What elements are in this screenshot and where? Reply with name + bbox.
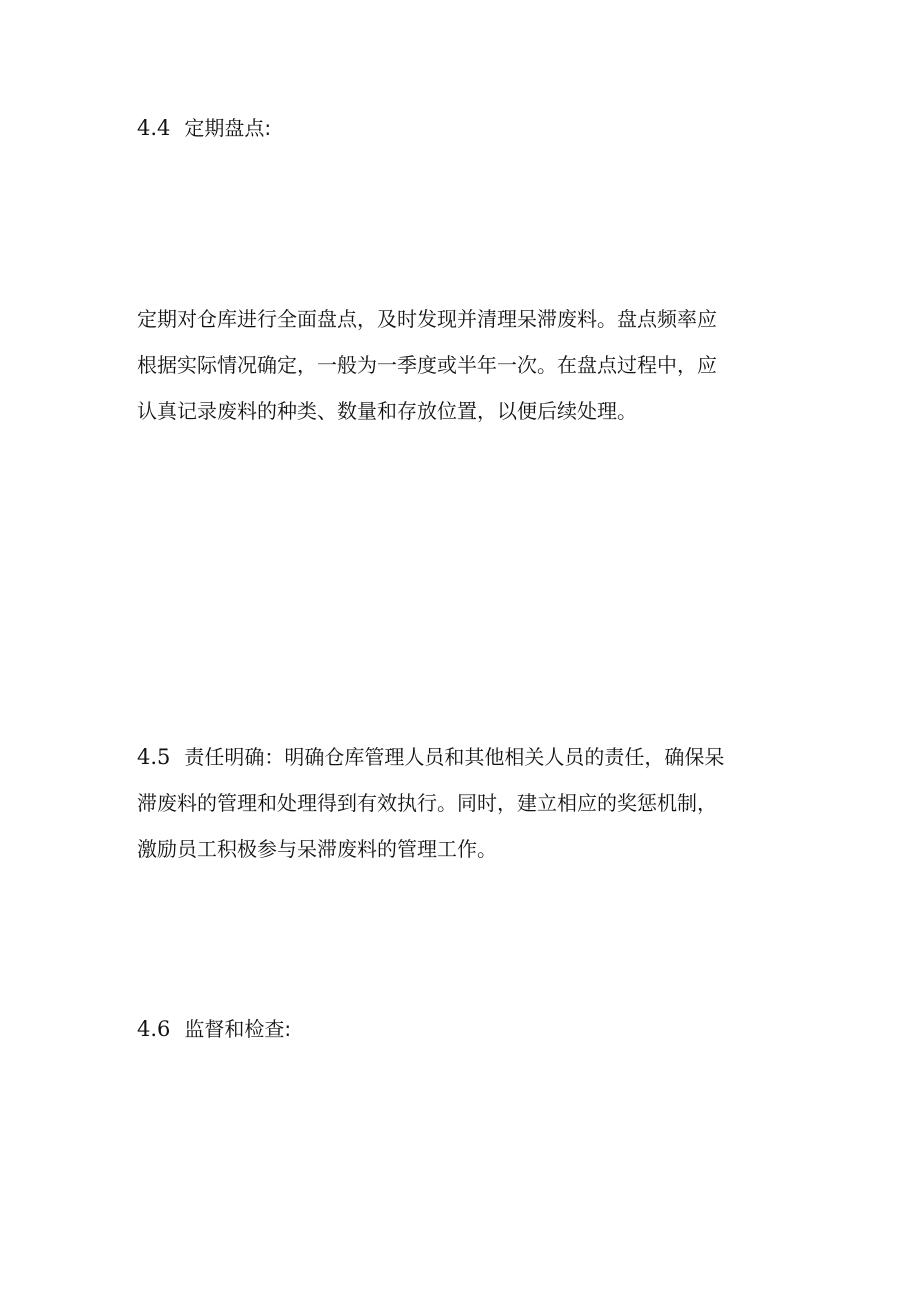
paragraph-line-text: 责任明确：明确仓库管理人员和其他相关人员的责任，确保呆 bbox=[184, 745, 725, 769]
section-title: 监督和检查: bbox=[184, 1017, 292, 1041]
section-paragraph-4-4 bbox=[137, 296, 777, 434]
section-heading-4-4 bbox=[137, 105, 777, 151]
section-title: 定期盘点: bbox=[184, 116, 272, 140]
paragraph-line bbox=[137, 734, 777, 780]
section-paragraph-4-5 bbox=[137, 734, 777, 872]
paragraph-line: 激励员工积极参与呆滞废料的管理工作。 bbox=[137, 837, 497, 861]
section-number: 4.6 bbox=[137, 1017, 171, 1041]
paragraph-line: 根据实际情况确定，一般为一季度或半年一次。在盘点过程中，应 bbox=[137, 353, 717, 377]
paragraph-line: 滞废料的管理和处理得到有效执行。同时，建立相应的奖惩机制， bbox=[137, 791, 717, 815]
paragraph-line: 认真记录废料的种类、数量和存放位置，以便后续处理。 bbox=[137, 399, 637, 423]
section-heading-4-6 bbox=[137, 1006, 777, 1052]
paragraph-line: 定期对仓库进行全面盘点，及时发现并清理呆滞废料。盘点频率应 bbox=[137, 307, 717, 331]
section-number: 4.5 bbox=[137, 745, 171, 769]
section-number: 4.4 bbox=[137, 116, 171, 140]
